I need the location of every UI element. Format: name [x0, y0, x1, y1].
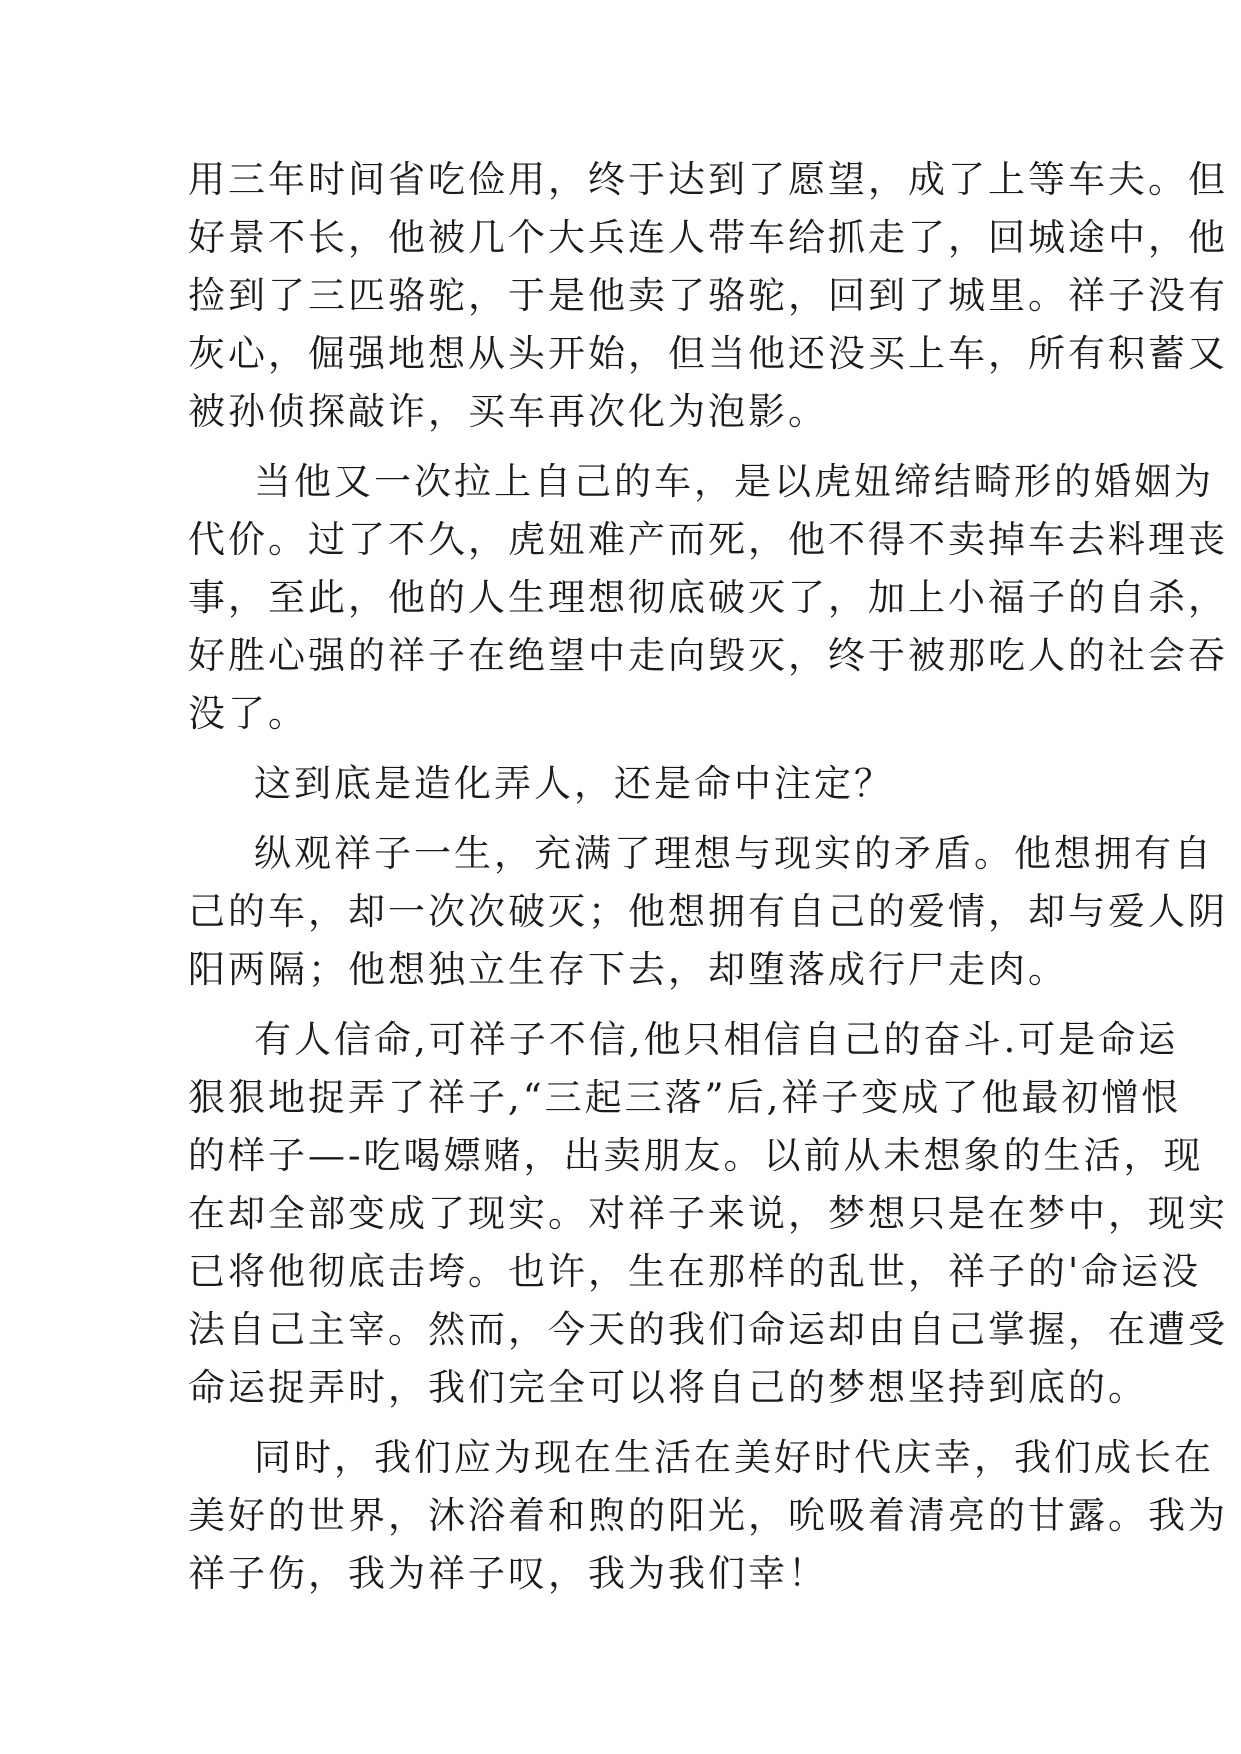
text-line: 好胜心强的祥子在绝望中走向毁灭，终于被那吃人的社会吞 [188, 634, 1228, 677]
text-line: 已将他彻底击垮。也许，生在那样的乱世，祥子的'命运没 [188, 1250, 1202, 1293]
text-line: 当他又一次拉上自己的车，是以虎妞缔结畸形的婚姻为 [254, 460, 1214, 503]
text-line: 阳两隔；他想独立生存下去，却堕落成行尸走肉。 [188, 948, 1068, 991]
text-line: 纵观祥子一生，充满了理想与现实的矛盾。他想拥有自 [254, 832, 1214, 875]
paragraph [188, 1011, 1228, 1417]
text-line: 用三年时间省吃俭用，终于达到了愿望，成了上等车夫。但 [188, 158, 1228, 201]
text-line: 的样子—-吃喝嫖赌，出卖朋友。以前从未想象的生活，现 [188, 1134, 1204, 1177]
text-line: 己的车，却一次次破灭；他想拥有自己的爱情，却与爱人阴 [188, 890, 1228, 933]
text-line: 好景不长，他被几个大兵连人带车给抓走了，回城途中，他 [188, 216, 1228, 259]
text-line: 法自己主宰。然而，今天的我们命运却由自己掌握，在遭受 [188, 1308, 1228, 1351]
text-line: 狠狠地捉弄了祥子,“三起三落”后,祥子变成了他最初憎恨 [188, 1076, 1182, 1119]
text-line: 捡到了三匹骆驼，于是他卖了骆驼，回到了城里。祥子没有 [188, 274, 1228, 317]
text-line: 事，至此，他的人生理想彻底破灭了，加上小福子的自杀， [188, 576, 1228, 619]
text-line: 被孙侦探敲诈，买车再次化为泡影。 [188, 390, 828, 433]
paragraph [188, 755, 1068, 813]
text-line: 有人信命,可祥子不信,他只相信自己的奋斗.可是命运 [254, 1018, 1179, 1061]
text-line: 代价。过了不久，虎妞难产而死，他不得不卖掉车去料理丧 [188, 518, 1228, 561]
text-line: 没了。 [188, 692, 308, 735]
text-line: 在却全部变成了现实。对祥子来说，梦想只是在梦中，现实 [188, 1192, 1228, 1235]
paragraph [188, 825, 1228, 999]
text-line: 同时，我们应为现在生活在美好时代庆幸，我们成长在 [254, 1436, 1214, 1479]
paragraph [188, 151, 1228, 441]
text-line: 美好的世界，沐浴着和煦的阳光，吮吸着清亮的甘露。我为 [188, 1494, 1228, 1537]
text-line: 祥子伤，我为祥子叹，我为我们幸！ [188, 1552, 828, 1595]
paragraph [188, 453, 1228, 743]
text-line: 这到底是造化弄人，还是命中注定？ [254, 762, 894, 805]
body-text [188, 151, 1228, 1603]
paragraph [188, 1429, 1228, 1603]
text-line: 命运捉弄时，我们完全可以将自己的梦想坚持到底的。 [188, 1366, 1148, 1409]
text-line: 灰心，倔强地想从头开始，但当他还没买上车，所有积蓄又 [188, 332, 1228, 375]
